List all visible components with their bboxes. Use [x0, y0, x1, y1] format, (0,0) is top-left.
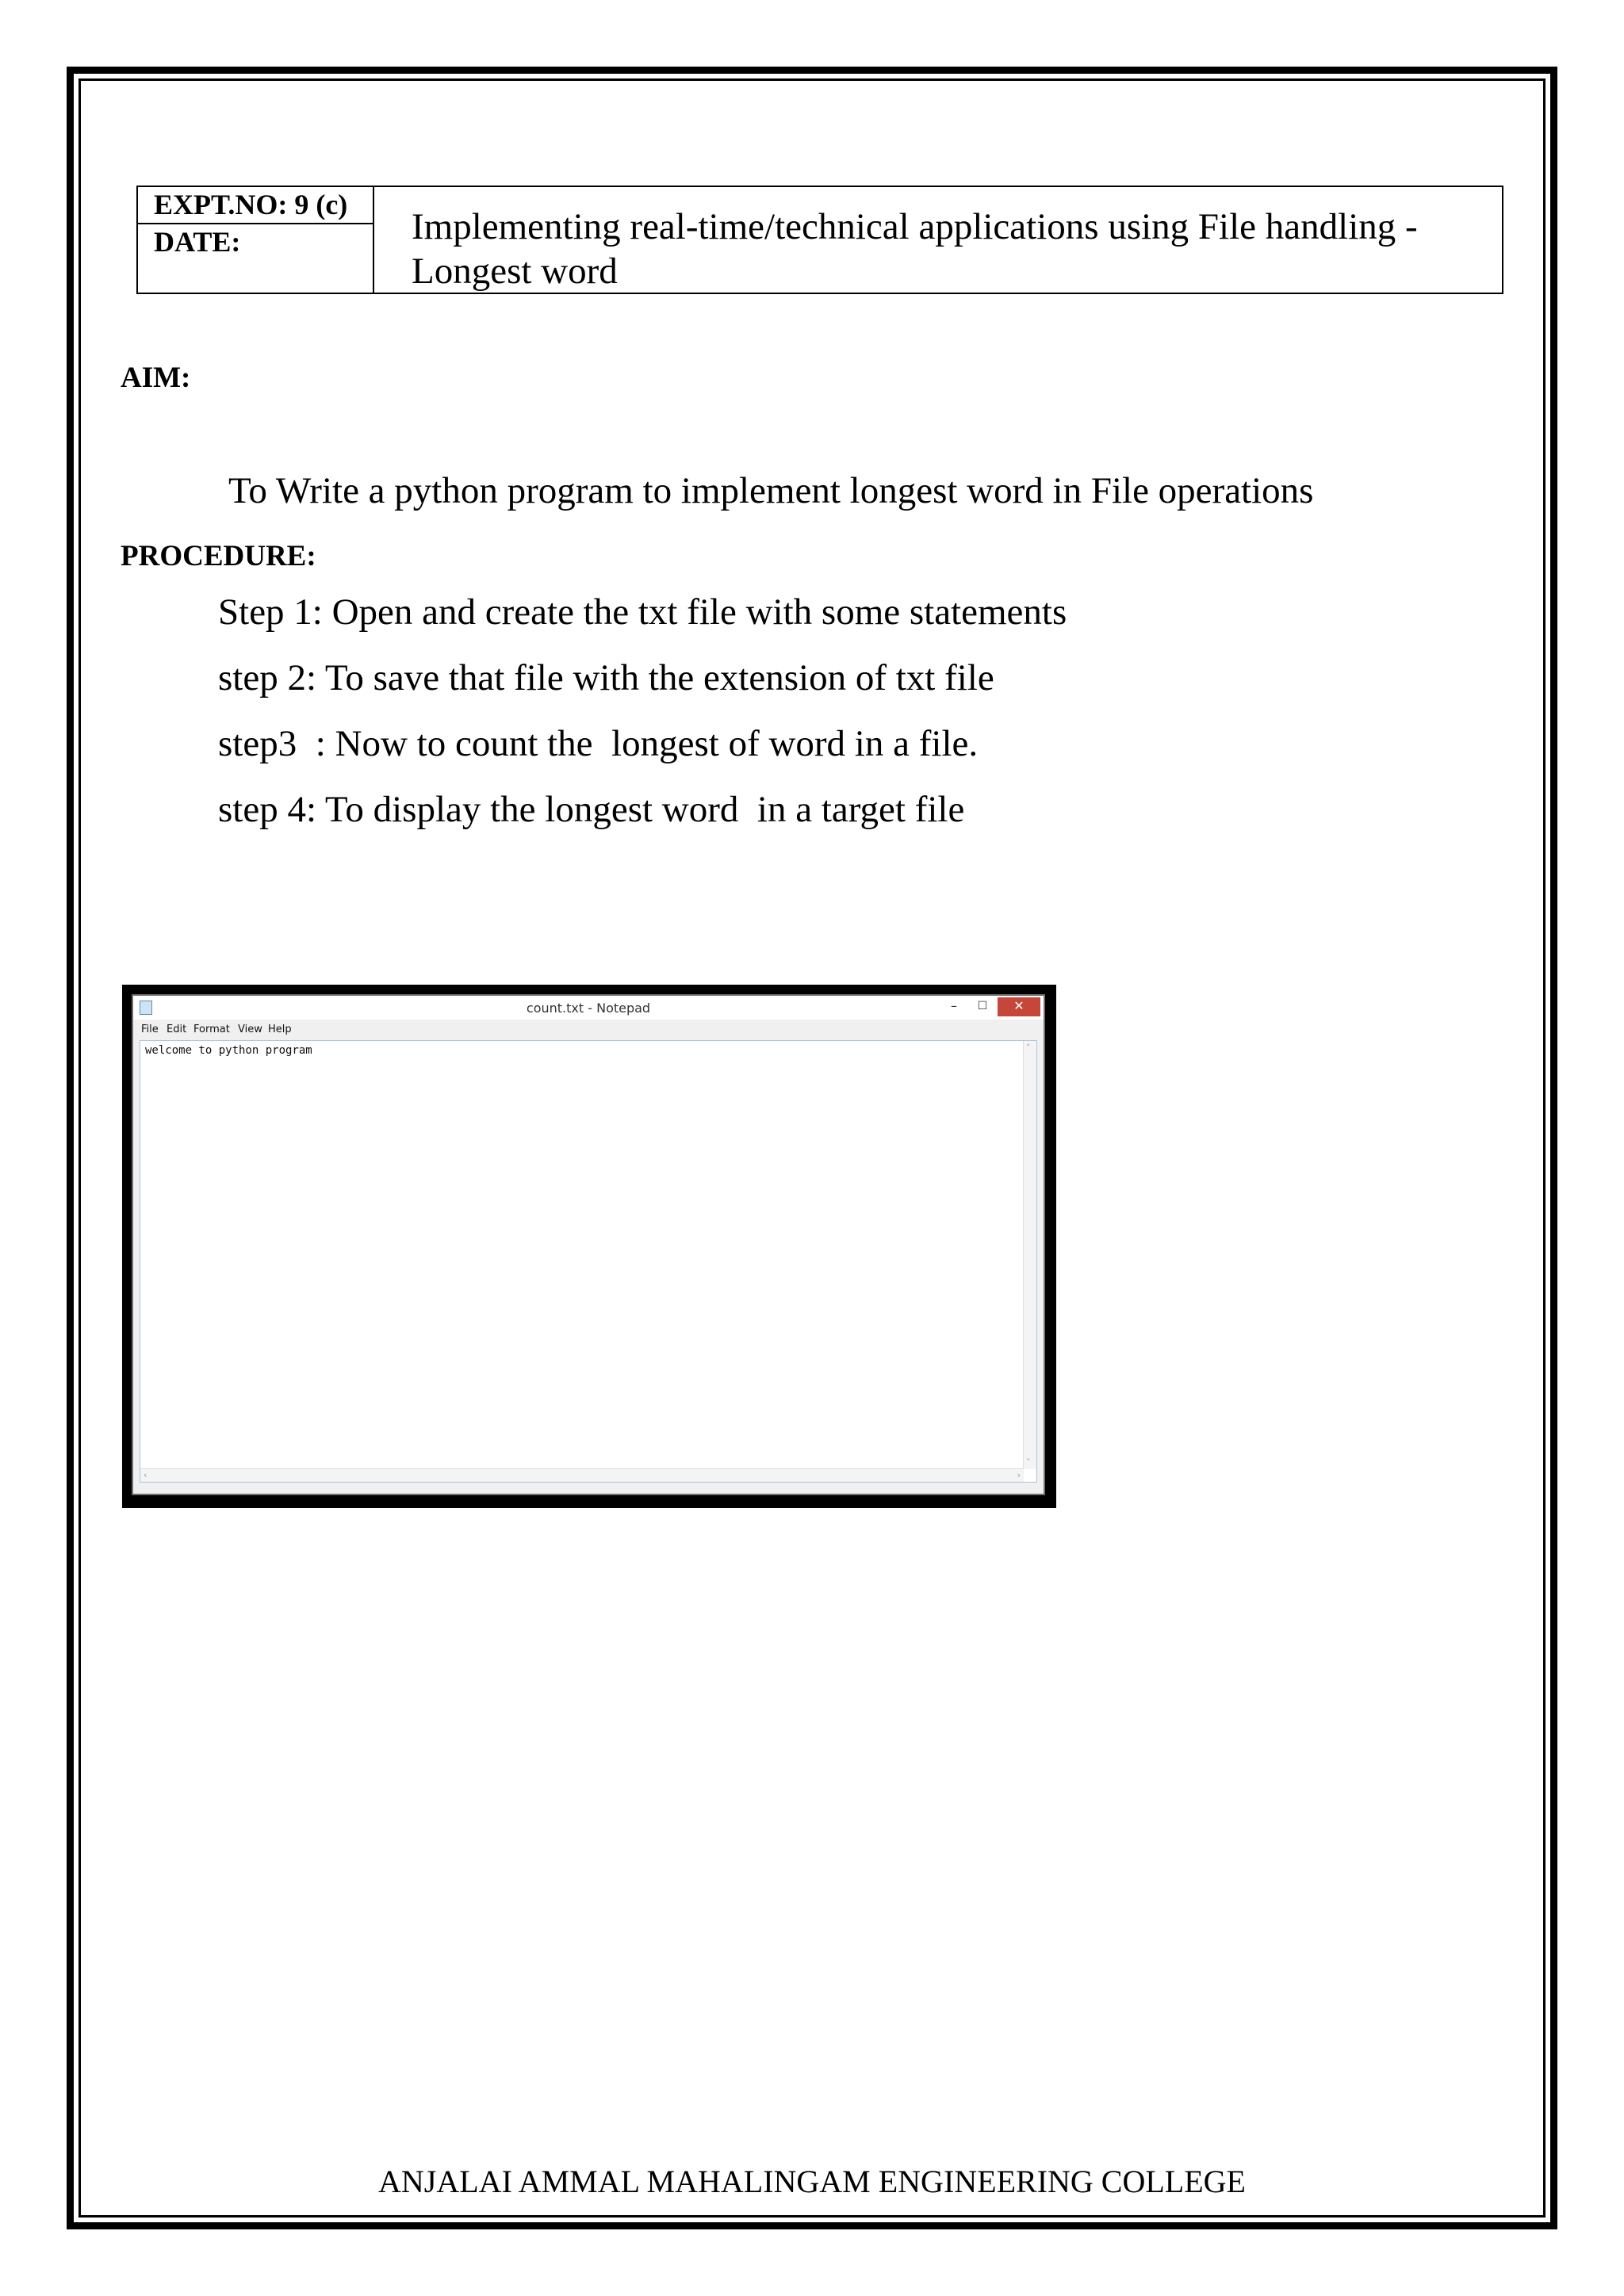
- notepad-screenshot: [122, 985, 1056, 1508]
- scroll-left-icon[interactable]: ‹: [144, 1470, 147, 1480]
- aim-text: To Write a python program to implement longest word in File operations: [228, 470, 1314, 511]
- minimize-button[interactable]: –: [951, 998, 957, 1013]
- menu-file[interactable]: File: [141, 1024, 159, 1035]
- procedure-step-2: step 2: To save that file with the extension of txt file: [218, 657, 994, 698]
- procedure-step-3: step3 : Now to count the longest of word in a file.: [218, 723, 979, 764]
- menu-help[interactable]: Help: [268, 1024, 292, 1035]
- horizontal-scrollbar[interactable]: [140, 1468, 1024, 1482]
- maximize-button[interactable]: ☐: [977, 1000, 988, 1012]
- notepad-title: count.txt - Notepad: [526, 1001, 651, 1016]
- date-label: DATE:: [154, 226, 241, 258]
- notepad-text-area[interactable]: [140, 1040, 1037, 1483]
- expt-no: EXPT.NO: 9 (c): [138, 187, 373, 224]
- experiment-title-line2: Longest word: [412, 251, 618, 292]
- notepad-titlebar: [133, 996, 1044, 1020]
- aim-label: AIM:: [121, 362, 191, 394]
- notepad-window: [132, 994, 1045, 1495]
- notepad-menubar: [133, 1020, 1044, 1039]
- header-left-column: [138, 187, 374, 293]
- scroll-down-icon[interactable]: ˅: [1026, 1457, 1031, 1468]
- close-button[interactable]: ✕: [998, 997, 1040, 1016]
- college-footer: ANJALAI AMMAL MAHALINGAM ENGINEERING COLLEGE: [378, 2164, 1246, 2199]
- menu-format[interactable]: Format: [193, 1024, 230, 1035]
- notepad-content: welcome to python program: [145, 1044, 312, 1057]
- experiment-title-line1: Implementing real-time/technical applications using File handling -: [412, 206, 1418, 247]
- experiment-title: [412, 205, 1490, 293]
- header-table: [136, 186, 1503, 294]
- procedure-step-1: Step 1: Open and create the txt file with some statements: [218, 591, 1067, 633]
- menu-edit[interactable]: Edit: [167, 1024, 187, 1035]
- procedure-label: PROCEDURE:: [121, 540, 316, 572]
- menu-view[interactable]: View: [238, 1024, 262, 1035]
- scroll-up-icon[interactable]: ˄: [1026, 1043, 1031, 1053]
- vertical-scrollbar[interactable]: [1023, 1041, 1036, 1469]
- scroll-right-icon[interactable]: ›: [1017, 1470, 1021, 1480]
- procedure-step-4: step 4: To display the longest word in a target file: [218, 789, 965, 830]
